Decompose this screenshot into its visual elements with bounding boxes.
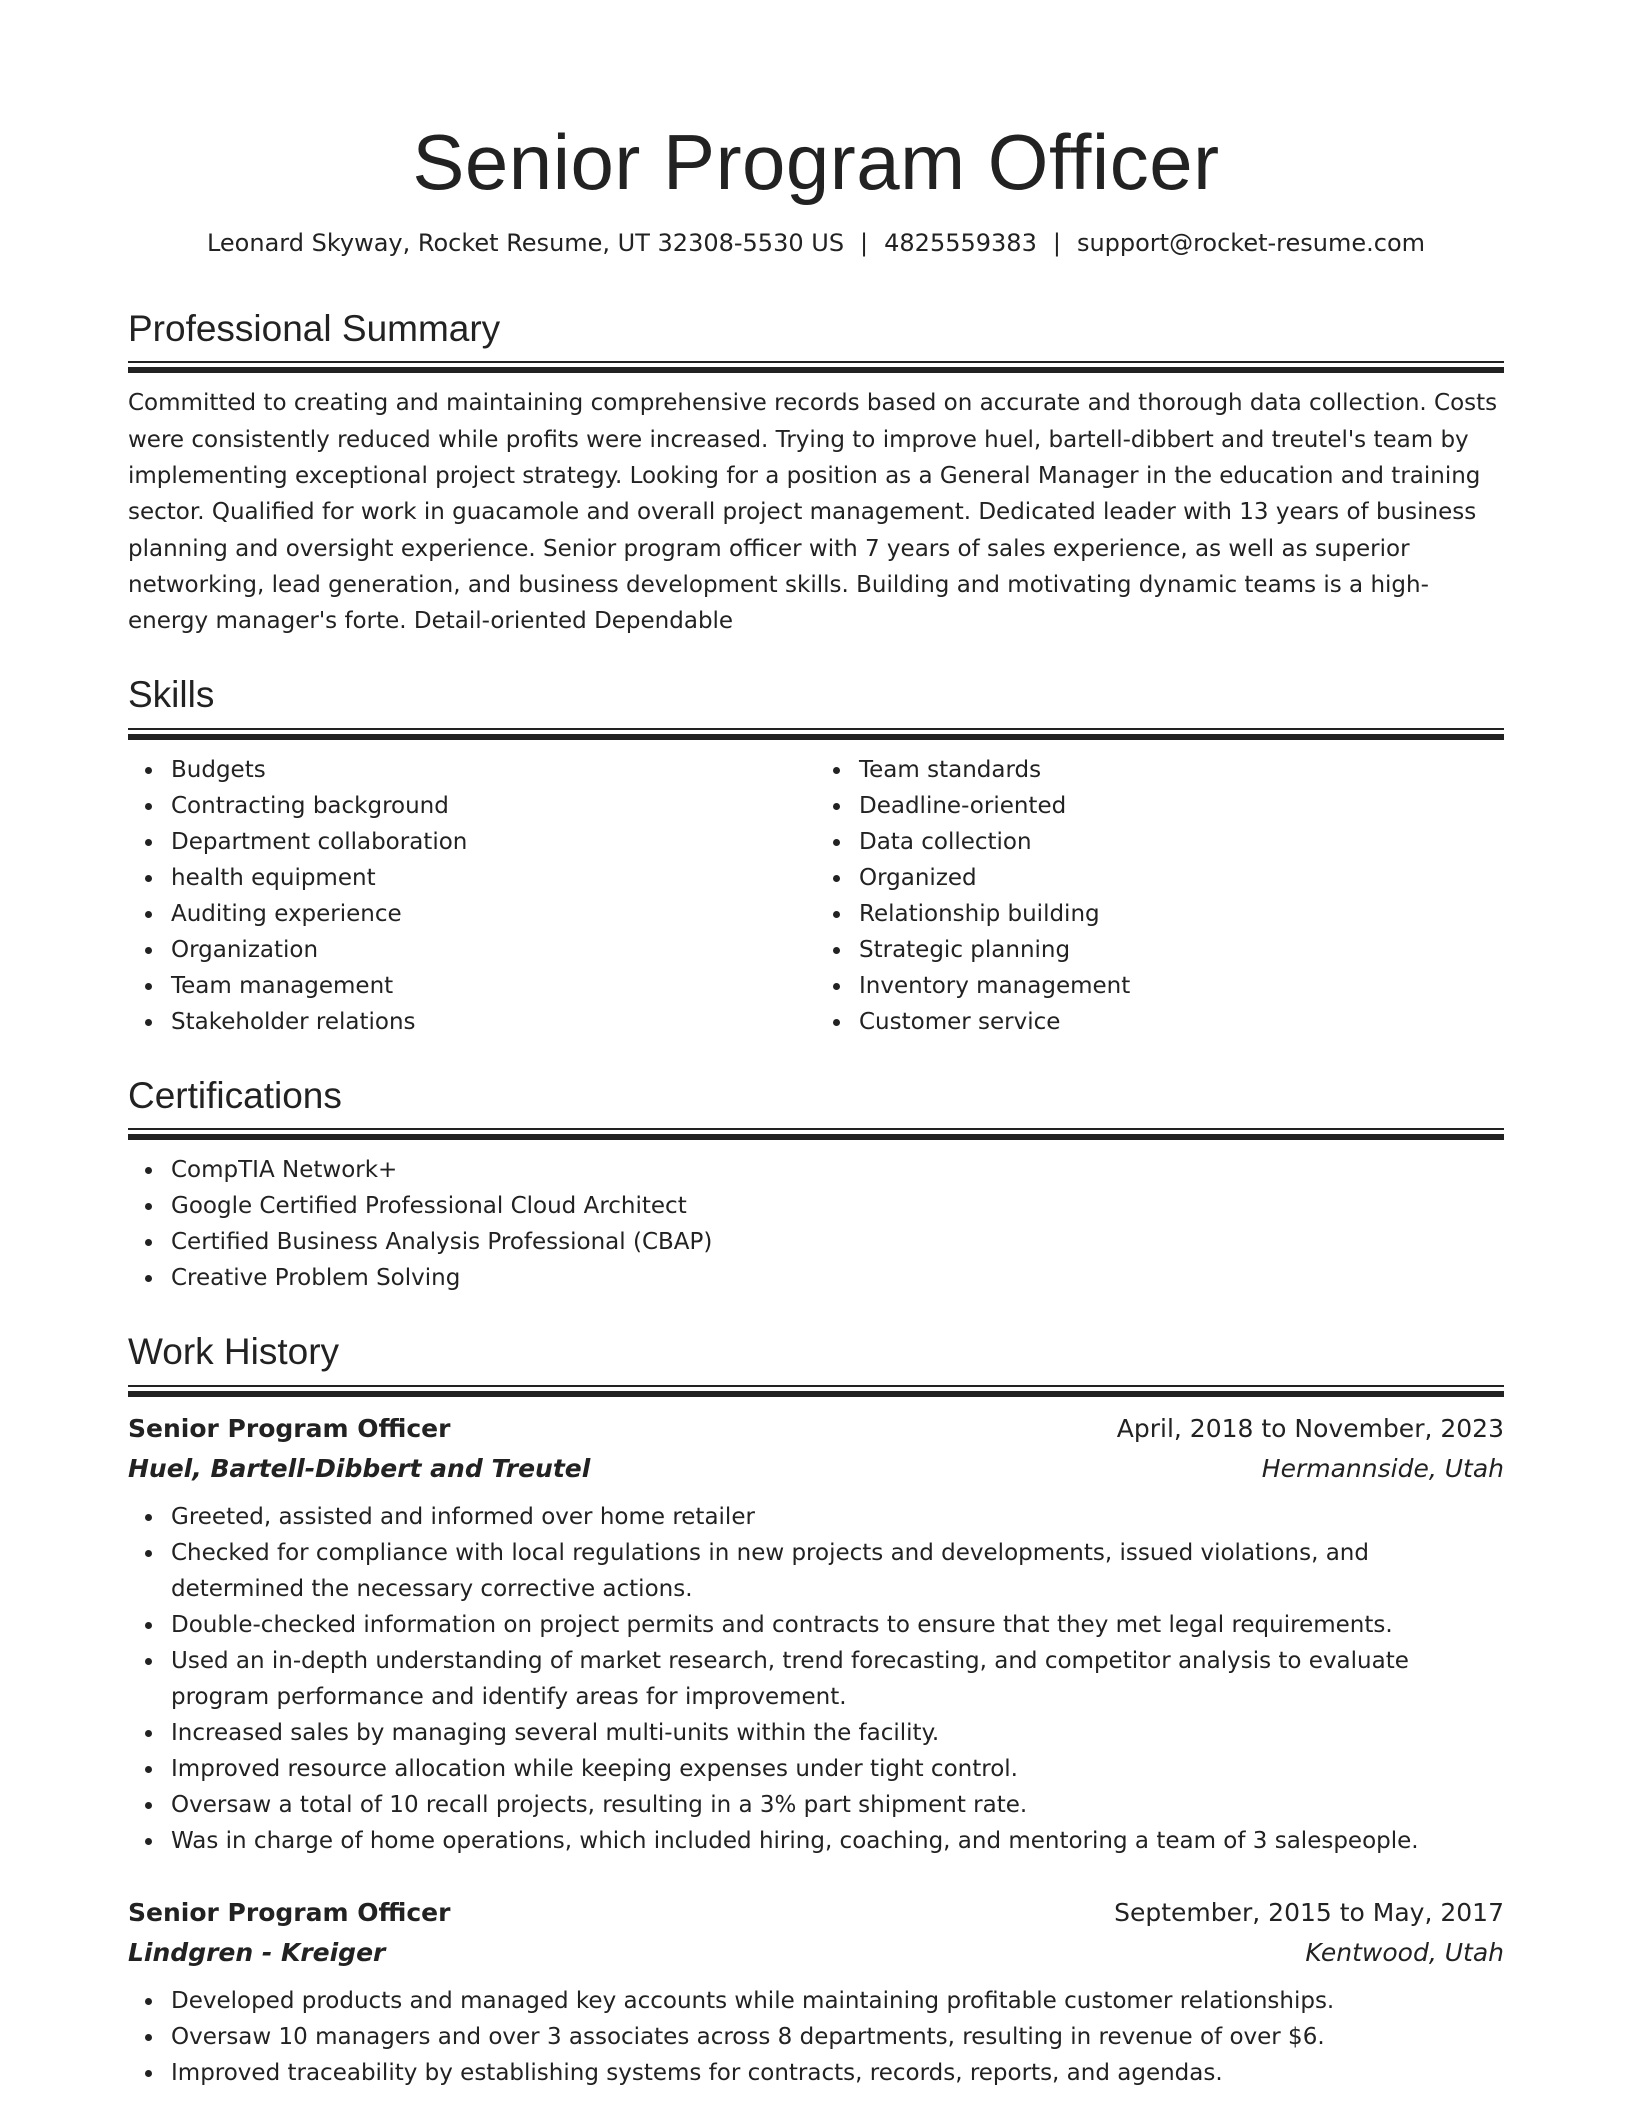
certification-item: Certified Business Analysis Professional (CBAP) <box>171 1224 1504 1260</box>
skills-section <box>128 673 1504 1039</box>
skill-item: Department collaboration <box>171 824 816 860</box>
skill-item: Team standards <box>859 752 1504 788</box>
contact-email: support@rocket-resume.com <box>1076 228 1426 257</box>
job-dates: April, 2018 to November, 2023 <box>1116 1413 1504 1443</box>
certifications-section <box>128 1074 1504 1296</box>
skill-item: Organization <box>171 932 816 968</box>
certification-item: CompTIA Network+ <box>171 1152 1504 1188</box>
section-divider <box>128 728 1504 734</box>
job-bullet: Oversaw a total of 10 recall projects, resulting in a 3% part shipment rate. <box>171 1787 1504 1823</box>
job-entry <box>128 1893 1504 2091</box>
job-bullet: Improved traceability by establishing systems for contracts, records, reports, and agendas. <box>171 2055 1504 2091</box>
contact-phone: 4825559383 <box>884 228 1037 257</box>
section-title: Work History <box>128 1331 340 1373</box>
job-bullets <box>128 1983 1504 2091</box>
job-location: Hermannside, Utah <box>1261 1453 1504 1483</box>
job-bullet: Improved resource allocation while keeping expenses under tight control. <box>171 1751 1504 1787</box>
job-header <box>128 1893 1504 1933</box>
job-entry <box>128 1409 1504 1859</box>
job-subheader <box>128 1933 1504 1973</box>
job-bullets <box>128 1499 1504 1859</box>
job-company: Lindgren - Kreiger <box>128 1937 386 1967</box>
job-dates: September, 2015 to May, 2017 <box>1114 1897 1504 1927</box>
job-bullet: Used an in-depth understanding of market research, trend forecasting, and competitor analysis to evaluate program performance and identify areas for improvement. <box>171 1643 1504 1715</box>
job-title: Senior Program Officer <box>128 1413 451 1443</box>
section-divider <box>128 1385 1504 1391</box>
skills-list-left <box>128 752 816 1040</box>
skill-item: health equipment <box>171 860 816 896</box>
skills-list-right <box>816 752 1504 1040</box>
skill-item: Budgets <box>171 752 816 788</box>
skill-item: Data collection <box>859 824 1504 860</box>
resume-page <box>128 0 1504 2091</box>
summary-text: Committed to creating and maintaining comprehensive records based on accurate and thorough data collection. Costs were consistently reduced while profits were increased. Trying to improve huel, bartell-dibbert and treutel's team by implementing exceptional project strategy. Looking for a position as a General Manager in the education and training sector. Qualified for work in guacamole and overall project management. Dedicated leader with 13 years of business planning and oversight experience. Senior program officer with 7 years of sales experience, as well as superior networking, lead generation, and business development skills. Building and motivating dynamic teams is a high-energy manager's forte. Detail-oriented Dependable <box>128 390 1498 635</box>
skill-item: Organized <box>859 860 1504 896</box>
job-bullet: Developed products and managed key accounts while maintaining profitable customer relationships. <box>171 1983 1504 2019</box>
job-subheader <box>128 1449 1504 1489</box>
skill-item: Stakeholder relations <box>171 1004 816 1040</box>
job-bullet: Was in charge of home operations, which included hiring, coaching, and mentoring a team of 3 salespeople. <box>171 1823 1504 1859</box>
job-header <box>128 1409 1504 1449</box>
skill-item: Deadline-oriented <box>859 788 1504 824</box>
work-history-section <box>128 1330 1504 2090</box>
job-bullet: Checked for compliance with local regulations in new projects and developments, issued violations, and determined the necessary corrective actions. <box>171 1535 1504 1607</box>
contact-line <box>128 228 1504 259</box>
section-title: Professional Summary <box>128 307 501 349</box>
section-divider <box>128 361 1504 367</box>
certification-item: Google Certified Professional Cloud Architect <box>171 1188 1504 1224</box>
skill-item: Inventory management <box>859 968 1504 1004</box>
job-bullet: Greeted, assisted and informed over home retailer <box>171 1499 1504 1535</box>
skill-item: Strategic planning <box>859 932 1504 968</box>
contact-separator: | <box>860 228 869 257</box>
section-divider <box>128 1128 1504 1134</box>
job-location: Kentwood, Utah <box>1305 1937 1504 1967</box>
skill-item: Relationship building <box>859 896 1504 932</box>
contact-address: Leonard Skyway, Rocket Resume, UT 32308-5530 US <box>206 228 845 257</box>
job-bullet: Oversaw 10 managers and over 3 associates across 8 departments, resulting in revenue of over $6. <box>171 2019 1504 2055</box>
job-title: Senior Program Officer <box>128 1897 451 1927</box>
skills-grid <box>128 752 1504 1040</box>
skill-item: Auditing experience <box>171 896 816 932</box>
job-company: Huel, Bartell-Dibbert and Treutel <box>128 1453 591 1483</box>
skill-item: Contracting background <box>171 788 816 824</box>
contact-separator: | <box>1052 228 1061 257</box>
certification-item: Creative Problem Solving <box>171 1260 1504 1296</box>
section-title: Skills <box>128 674 215 716</box>
resume-name: Senior Program Officer <box>412 118 1220 206</box>
professional-summary-section <box>128 307 1504 639</box>
section-title: Certifications <box>128 1074 342 1116</box>
skill-item: Customer service <box>859 1004 1504 1040</box>
job-bullet: Increased sales by managing several multi-units within the facility. <box>171 1715 1504 1751</box>
certifications-list <box>128 1152 1504 1296</box>
job-bullet: Double-checked information on project permits and contracts to ensure that they met legal requirements. <box>171 1607 1504 1643</box>
skill-item: Team management <box>171 968 816 1004</box>
